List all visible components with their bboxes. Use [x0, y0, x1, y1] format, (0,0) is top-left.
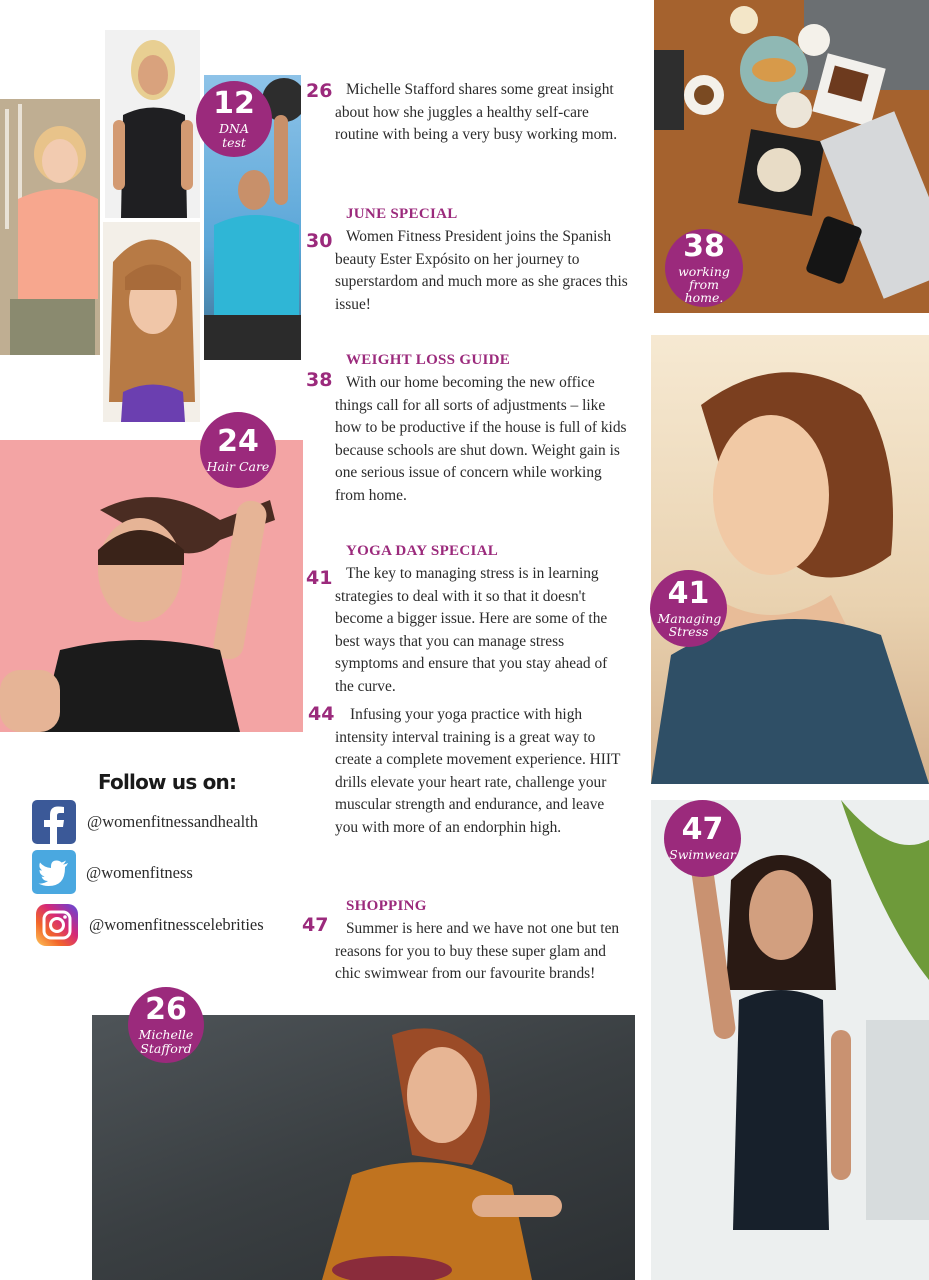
article-text: The key to managing stress is in learning strategies to deal with it so that it doesn't become a bigger issue. Here are some of the best ways that you can manage stress symptoms and ensure that you stay ahead of the curve.	[335, 565, 608, 695]
badge-dna-test	[196, 81, 272, 157]
article-heading: JUNE SPECIAL	[346, 206, 458, 222]
badge-hair-care	[200, 412, 276, 488]
article-page-number: 26	[306, 80, 333, 102]
article-text: Michelle Stafford shares some great insight about how she juggles a healthy self-care routine with being a very busy working mom.	[335, 81, 618, 143]
photo-hair-care	[0, 440, 303, 732]
twitter-handle[interactable]: @womenfitness	[86, 863, 193, 882]
article-page-number: 41	[306, 567, 333, 589]
photo-woman-pink-jacket	[0, 99, 100, 355]
badge-caption: Hair Care	[206, 458, 270, 474]
badge-caption: DNA test	[219, 121, 249, 150]
badge-managing-stress	[650, 570, 727, 647]
badge-number: 12	[213, 86, 255, 122]
article-page-number: 44	[308, 703, 335, 725]
article-text: Infusing your yoga practice with high intensity interval training is a great way to create a complete movement experience. HIIT drills elevate your heart rate, challenge your muscular strength and endurance, and leave you with more of an endorphin high.	[335, 706, 621, 836]
badge-number: 26	[145, 992, 187, 1028]
article-text: Women Fitness President joins the Spanish beauty Ester Expósito on her journey to superstardom and much more as she graces this issue!	[335, 228, 628, 313]
article-heading: YOGA DAY SPECIAL	[346, 543, 499, 559]
facebook-icon[interactable]	[32, 800, 76, 844]
instagram-handle[interactable]: @womenfitnesscelebrities	[89, 915, 264, 934]
article-text: With our home becoming the new office things call for all sorts of adjustments – like how to be productive if the house is full of kids because schools are shut down. Weight gain is one serious issue of concern while working from home.	[335, 374, 627, 504]
badge-caption: Michelle Stafford	[138, 1027, 194, 1056]
badge-caption: Managing Stress	[657, 610, 722, 639]
badge-swimwear	[664, 800, 741, 877]
badge-caption: Swimwear	[669, 847, 736, 863]
article-page-number: 30	[306, 230, 333, 252]
badge-working-from-home	[665, 229, 743, 307]
photo-blonde-woman-black-top	[105, 30, 200, 218]
article-page-number: 38	[306, 369, 333, 391]
badge-caption: working from home.	[678, 263, 730, 306]
badge-number: 38	[683, 228, 725, 264]
article-page-number: 47	[302, 914, 329, 936]
instagram-icon[interactable]	[36, 904, 78, 946]
badge-number: 24	[217, 423, 259, 459]
badge-michelle-stafford	[128, 987, 204, 1063]
badge-number: 41	[667, 575, 710, 611]
photo-woman-managing-stress	[651, 335, 929, 784]
photo-woman-with-bangs	[103, 222, 200, 422]
follow-us-title: Follow us on:	[98, 770, 237, 794]
facebook-handle[interactable]: @womenfitnessandhealth	[87, 812, 258, 831]
twitter-icon[interactable]	[32, 850, 76, 894]
article-text: Summer is here and we have not one but ten reasons for you to buy these super glam and chic swimwear from our favourite brands!	[335, 920, 620, 982]
badge-number: 47	[681, 812, 724, 848]
article-heading: SHOPPING	[346, 898, 427, 914]
article-heading: WEIGHT LOSS GUIDE	[346, 352, 511, 368]
